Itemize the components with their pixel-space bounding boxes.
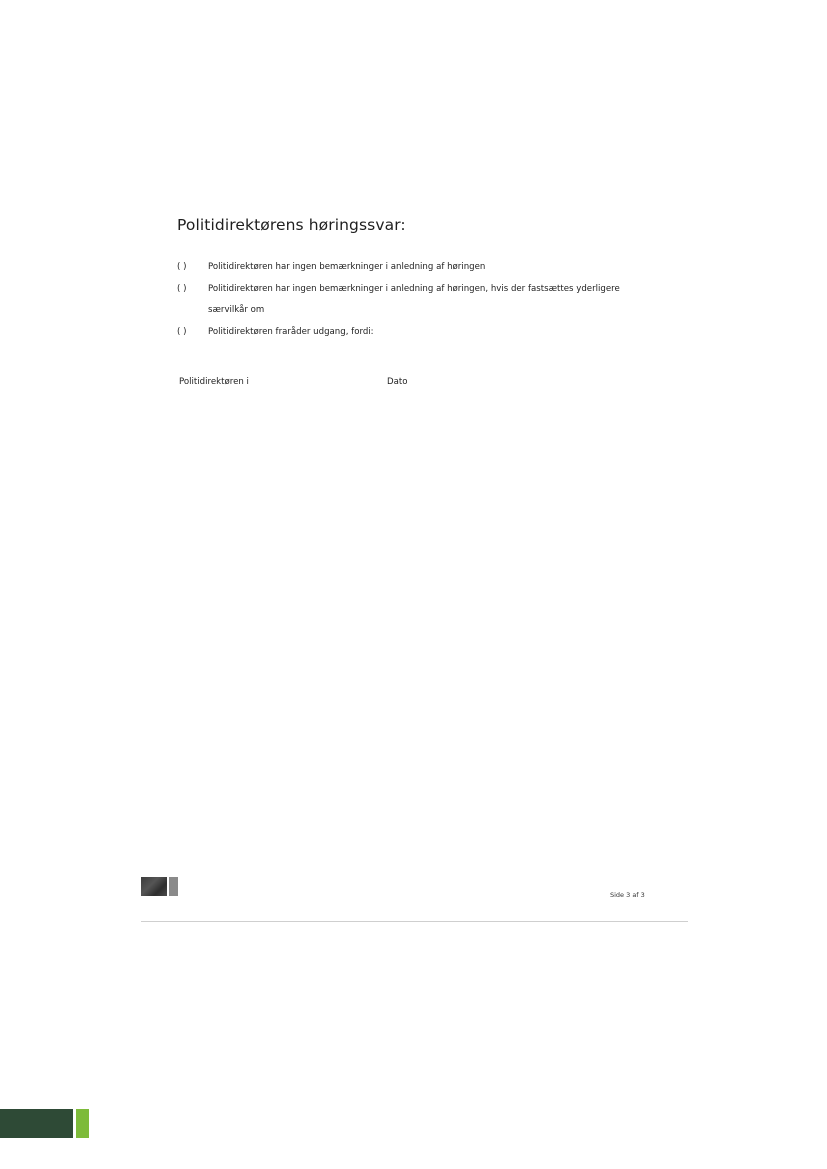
option-checkbox-mark: ( ) (177, 284, 187, 294)
brand-bar-dark (0, 1109, 73, 1138)
brand-bar-green (76, 1109, 89, 1138)
page-number: Side 3 af 3 (610, 891, 645, 899)
option-label-continuation: særvilkår om (208, 305, 265, 315)
page-title: Politidirektørens høringssvar: (177, 216, 406, 234)
footer-logo-accent (169, 877, 178, 896)
footer-logo-icon (141, 877, 167, 896)
footer-divider (141, 921, 688, 922)
option-checkbox-mark: ( ) (177, 262, 187, 272)
option-checkbox-mark: ( ) (177, 327, 187, 337)
option-label: Politidirektøren fraråder udgang, fordi: (208, 327, 374, 337)
option-label: Politidirektøren har ingen bemærkninger i anledning af høringen, hvis der fastsættes yderligere (208, 284, 620, 294)
signature-place-label: Politidirektøren i (179, 377, 249, 387)
option-label: Politidirektøren har ingen bemærkninger i anledning af høringen (208, 262, 486, 272)
signature-date-label: Dato (387, 377, 408, 387)
